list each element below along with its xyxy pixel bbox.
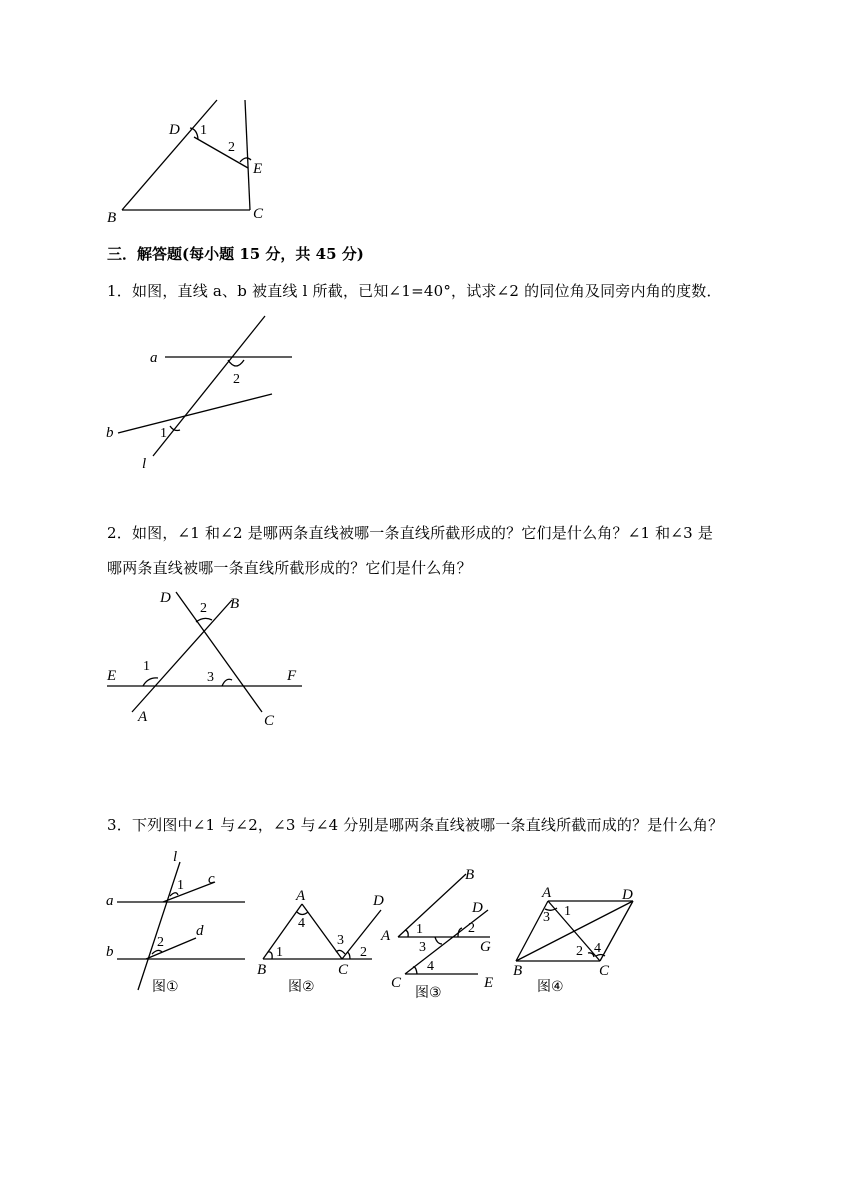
label-B: B bbox=[107, 210, 117, 226]
figure-top bbox=[100, 95, 280, 230]
angle-1: 1 bbox=[416, 922, 423, 937]
angle-4: 4 bbox=[298, 916, 305, 931]
line-a-label: a bbox=[150, 350, 158, 366]
label-C: C bbox=[264, 713, 275, 729]
label-C: C bbox=[338, 962, 349, 978]
label-E: E bbox=[484, 975, 494, 991]
label-B: B bbox=[465, 867, 475, 883]
label-B: B bbox=[230, 596, 240, 612]
angle-3: 3 bbox=[543, 910, 550, 925]
label-D: D bbox=[472, 900, 483, 916]
q3-fig1 bbox=[100, 845, 250, 995]
angle-4: 4 bbox=[594, 941, 601, 956]
label-C: C bbox=[391, 975, 402, 991]
angle-1: 1 bbox=[160, 426, 167, 441]
q3-fig4 bbox=[505, 880, 650, 995]
angle-2: 2 bbox=[228, 140, 235, 155]
label-B: B bbox=[257, 962, 267, 978]
fig3-caption: 图③ bbox=[415, 985, 442, 1001]
label-A: A bbox=[138, 709, 148, 725]
ray-d-label: d bbox=[196, 923, 204, 939]
label-D: D bbox=[622, 887, 633, 903]
label-C: C bbox=[253, 206, 264, 222]
label-D: D bbox=[169, 122, 180, 138]
q1-text: 1．如图，直线 a、b 被直线 l 所截，已知∠1=40°，试求∠2 的同位角及同旁内角的度数． bbox=[107, 282, 722, 300]
label-B: B bbox=[513, 963, 523, 979]
angle-1: 1 bbox=[276, 945, 283, 960]
label-A: A bbox=[296, 888, 306, 904]
q3-text: 3．下列图中∠1 与∠2，∠3 与∠4 分别是哪两条直线被哪一条直线所截而成的？是什么角？ bbox=[107, 816, 724, 834]
angle-2: 2 bbox=[468, 921, 475, 936]
label-A: A bbox=[542, 885, 552, 901]
angle-2: 2 bbox=[360, 945, 367, 960]
label-F: F bbox=[287, 668, 297, 684]
angle-2: 2 bbox=[233, 372, 240, 387]
angle-3: 3 bbox=[337, 933, 344, 948]
angle-1: 1 bbox=[564, 904, 571, 919]
q2-text-line2: 哪两条直线被哪一条直线所截形成的？它们是什么角？ bbox=[107, 559, 472, 577]
line-b-label: b bbox=[106, 425, 114, 441]
q2-text-line1: 2．如图，∠1 和∠2 是哪两条直线被哪一条直线所截形成的？它们是什么角？∠1 和∠3 是 bbox=[107, 524, 714, 542]
label-E: E bbox=[253, 161, 263, 177]
label-G: G bbox=[480, 939, 491, 955]
q3-fig2 bbox=[250, 880, 395, 995]
angle-3: 3 bbox=[419, 940, 426, 955]
angle-1: 1 bbox=[143, 659, 150, 674]
angle-2: 2 bbox=[576, 944, 583, 959]
ray-c-label: c bbox=[208, 871, 215, 887]
angle-4: 4 bbox=[427, 959, 434, 974]
line-a-label: a bbox=[106, 893, 114, 909]
fig1-caption: 图① bbox=[152, 979, 179, 995]
label-D: D bbox=[373, 893, 384, 909]
line-l-label: l bbox=[142, 456, 147, 472]
label-D: D bbox=[160, 590, 171, 606]
angle-2: 2 bbox=[157, 935, 164, 950]
angle-2: 2 bbox=[200, 601, 207, 616]
label-E: E bbox=[107, 668, 117, 684]
line-b-label: b bbox=[106, 944, 114, 960]
angle-1: 1 bbox=[200, 123, 207, 138]
label-C: C bbox=[599, 963, 610, 979]
fig4-caption: 图④ bbox=[537, 979, 564, 995]
line-l-label: l bbox=[173, 849, 178, 865]
fig2-caption: 图② bbox=[288, 979, 315, 995]
q1-figure bbox=[100, 312, 300, 472]
q2-figure bbox=[100, 585, 310, 730]
angle-1: 1 bbox=[177, 878, 184, 893]
section-heading: 三．解答题(每小题 15 分，共 45 分) bbox=[107, 245, 364, 263]
label-A: A bbox=[381, 928, 391, 944]
angle-3: 3 bbox=[207, 670, 214, 685]
q3-fig3 bbox=[378, 860, 508, 1005]
